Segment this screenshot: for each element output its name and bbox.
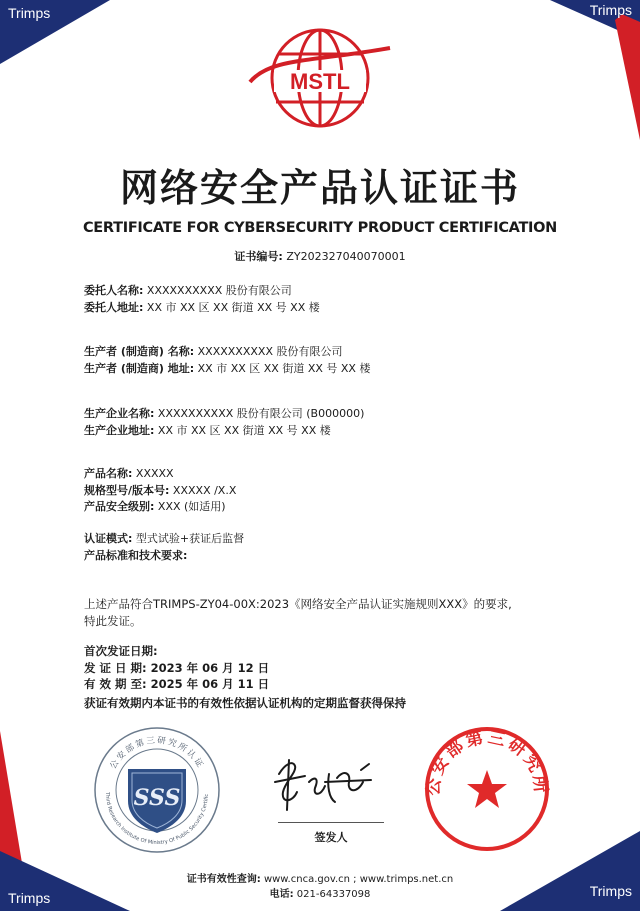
- mode-value: 型式试验+获证后监督: [135, 532, 245, 545]
- dates-section: [84, 643, 269, 693]
- footer: [0, 872, 640, 902]
- product-model-label: 规格型号/版本号:: [84, 483, 170, 497]
- mstl-globe-logo: [240, 18, 400, 136]
- manufacturer-address-value: XX 市 XX 区 XX 街道 XX 号 XX 楼: [197, 361, 371, 375]
- right-seal-text: 公安部第三研究所: [423, 727, 551, 797]
- cert-no-label: 证书编号:: [234, 250, 283, 263]
- signature-line: [278, 822, 384, 823]
- brand-tag-top-left: Trimps: [8, 5, 51, 21]
- cert-no-value: ZY2023270400700​01: [286, 250, 406, 263]
- compliance-statement: [84, 596, 564, 630]
- issue-date-label: 发 证 日 期:: [84, 660, 147, 675]
- product-model-value: XXXXX /X.X: [172, 483, 237, 497]
- brand-tag-top-right: Trimps: [589, 2, 632, 18]
- left-seal-emblem: SSS: [133, 785, 181, 811]
- manufacturer-section: [84, 344, 370, 377]
- first-issue-label: 首次发证日期:: [84, 644, 158, 658]
- certificate-title-cn: 网络安全产品认证证书: [119, 166, 520, 210]
- svg-text:公安部第三研究所认证: [109, 736, 207, 771]
- brand-tag-bottom-right: Trimps: [589, 883, 632, 899]
- factory-name-value: XXXXXXXXXX 股份有限公司 (B000000): [157, 407, 365, 420]
- mode-label: 认证模式:: [84, 532, 133, 545]
- valid-until-label: 有 效 期 至:: [84, 677, 147, 691]
- top-right-corner-decoration: [520, 0, 640, 140]
- phone-label: 电话:: [269, 889, 294, 900]
- query-label: 证书有效性查询:: [186, 874, 261, 885]
- left-seal-top-text: 公安部第三研究所认证: [108, 735, 206, 771]
- client-address-label: 委托人地址:: [84, 300, 144, 314]
- product-section: [84, 466, 236, 516]
- manufacturer-address-label: 生产者 (制造商) 地址:: [84, 361, 195, 375]
- product-name-value: XXXXX: [135, 467, 174, 480]
- certification-mode-section: [84, 531, 244, 564]
- product-name-label: 产品名称:: [84, 467, 133, 480]
- standard-label: 产品标准和技术要求:: [84, 548, 188, 562]
- brand-tag-bottom-left: Trimps: [8, 890, 51, 906]
- query-value: www.cnca.gov.cn ; www.trimps.net.cn: [263, 874, 454, 885]
- factory-address-value: XX 市 XX 区 XX 街道 XX 号 XX 楼: [157, 423, 331, 437]
- client-address-value: XX 市 XX 区 XX 街道 XX 号 XX 楼: [146, 300, 320, 314]
- product-level-label: 产品安全级别:: [84, 500, 155, 513]
- client-section: [84, 283, 320, 316]
- valid-until-value: 2025 年 06 月 11 日: [150, 677, 270, 691]
- phone-value: 021-64337098: [296, 889, 371, 900]
- validity-note: 获证有效期内本证书的有效性依据认证机构的定期监督获得保持: [84, 696, 406, 710]
- statement-line-2: 特此发证。: [84, 614, 142, 628]
- client-name-label: 委托人名称:: [84, 284, 144, 297]
- issue-date-value: 2023 年 06 月 12 日: [150, 660, 270, 675]
- product-level-value: XXX (如适用): [157, 500, 226, 513]
- factory-name-label: 生产企业名称:: [84, 407, 155, 420]
- signer-label: 签发人: [314, 831, 348, 844]
- certificate-number: [0, 248, 640, 264]
- certificate-title-en: CERTIFICATE FOR CYBERSECURITY PRODUCT CERTIFICATION: [82, 220, 558, 236]
- factory-address-label: 生产企业地址:: [84, 423, 155, 437]
- left-seal-bottom-text: Third Research Institute Of Ministry Of Public Security Certific: [103, 792, 211, 847]
- handwritten-signature: [265, 752, 380, 814]
- factory-section: [84, 406, 364, 439]
- institute-certification-seal: [92, 725, 222, 855]
- official-red-seal: [420, 722, 554, 856]
- client-name-value: XXXXXXXXXX 股份有限公司: [146, 284, 292, 297]
- statement-line-1: 上述产品符合TRIMPS-ZY04-00X:2023《网络安全产品认证实施规则XXX》的要求,: [84, 597, 512, 611]
- manufacturer-name-label: 生产者 (制造商) 名称:: [84, 345, 195, 358]
- logo-text: MSTL: [290, 69, 350, 94]
- manufacturer-name-value: XXXXXXXXXX 股份有限公司: [197, 345, 343, 358]
